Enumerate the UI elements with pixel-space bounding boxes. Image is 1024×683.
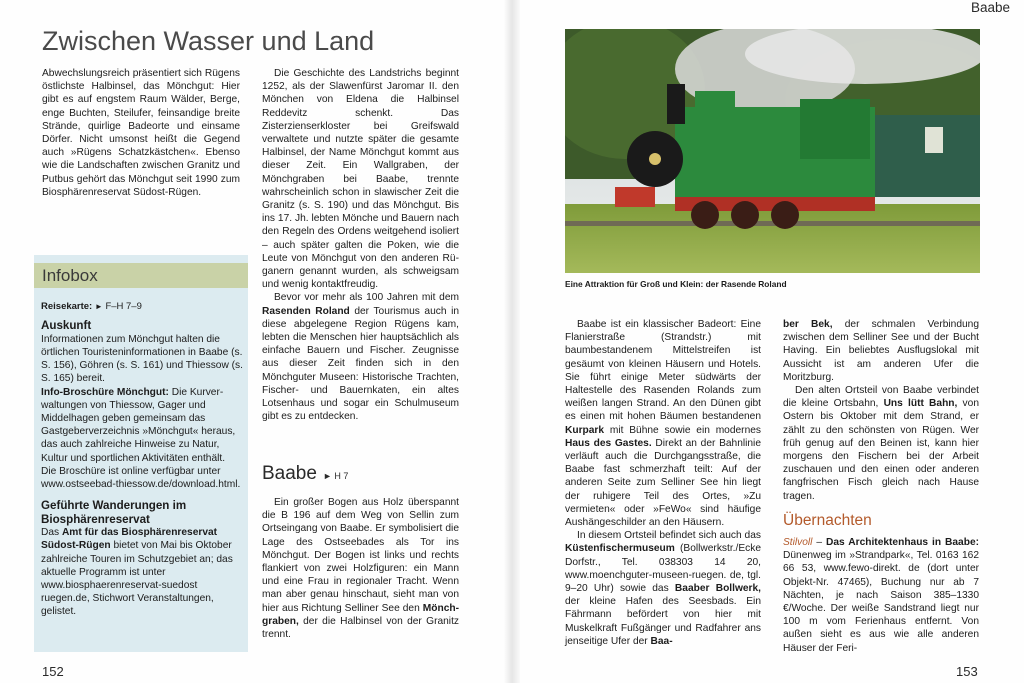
- ortsbahn-paragraph: [783, 384, 979, 503]
- wanderungen-bold: Amt für das Biosphärenreservat Südost-Rügen: [41, 527, 218, 552]
- baabe-paragraph: [262, 496, 459, 641]
- auskunft-heading: Auskunft: [41, 319, 92, 333]
- uebernachten-heading: Übernachten: [783, 512, 872, 529]
- architektenhaus-bold: Das Architektenhaus in Baabe:: [826, 537, 980, 548]
- auskunft-text: Informationen zum Mönchgut halten die örtlichen Touristeninformationen in Baabe (s. S. 156), Göhren (s. S. 161) und Thiessow (s. S. 165) bereit.: [41, 333, 243, 385]
- rasender-roland-bold: Rasenden Roland: [262, 305, 350, 317]
- history-column: [262, 67, 459, 423]
- train-photo: [565, 29, 980, 273]
- running-head: Baabe: [970, 0, 1010, 15]
- col4-p1b: der schmalen Verbindung zwischen dem Selliner See und der Bucht Having. Ein beliebtes Ausflugslokal mit Aussicht ist am anderen Ufer die Moritzburg.: [783, 319, 979, 383]
- col3-p2e: der kleine Hafen des Seesbads. Ein Fährmann befördert von hier mit Muskelkraft Fußgänger und Radfahrer ans jenseitige Ufer der: [565, 596, 761, 647]
- broschuere-body: Die Kurverwaltungen von Thiessow, Gager und Middelhagen geben gemeinsam das Gastgeberverzeichnis »Mönchgut« heraus, das auch zahlreiche Hinweise zu Natur, Kultur und sportlichen Aktivitäten enthält. Die Broschüre ist online verfügbar unter www.ostseebad-thiessow.de/download.html.: [41, 386, 241, 490]
- moenchgraben-bold: Mönchgraben,: [262, 602, 459, 627]
- page-number-right: 153: [956, 664, 978, 679]
- accommodation-column: [783, 536, 979, 655]
- col3-p1c: mit Bühne sowie ein modernes: [604, 424, 761, 436]
- wanderungen-heading: Geführte Wanderungen im Biosphärenreservat: [41, 499, 187, 526]
- stilvoll-label: Stilvoll: [783, 537, 813, 548]
- page-number-left: 152: [42, 664, 64, 679]
- accommodation-paragraph: [783, 536, 979, 655]
- book-gutter: [504, 0, 520, 683]
- col3-p2c: (Bollwerkstr./Ecke Dorfstr., Tel. 038303 14 20, www.moenchguter-museen-ruegen. de, tgl. 9–20 Uhr) sowie das: [565, 543, 761, 595]
- history-p2-post: der Tourismus auch in diese abgelegene Region Rügens kam, lebten die Menschen hier hauptsächlich als einfache Bauern und Fischer. Zeugnisse aus dieser Zeit finden sich in den Mönchguter Museen: Historische Trachten, Fischer- und Bauernkaten, ein altes Lotsenhaus und sogar ein Schulmuseum gibt es zu entdecken.: [262, 305, 459, 423]
- museum-paragraph: [565, 529, 761, 648]
- baabe-map-ref: ► H 7: [322, 471, 349, 481]
- col4-p2a: Den alten Ortsteil von Baabe verbindet die kleine Ortsbahn,: [783, 385, 979, 410]
- uns-luett-bahn-bold: Uns lütt Bahn,: [883, 398, 958, 410]
- col4-p2c: von Ostern bis Oktober mit dem Strand, er zählt zu den schönsten von Rügen. Wer früh genug auf den Beinen ist, kann hier morgens den Fischern bei der Arbeit zuschauen und den einen oder anderen fangfrischen Fisch gleich nach Hause tragen.: [783, 398, 979, 502]
- baabe-badeort-paragraph: [565, 318, 761, 529]
- col3-p1a: Baabe ist ein klassischer Badeort: Eine Flanierstraße (Strandstr.) mit baumbestandenem Mittelstreifen ist gesäumt von kleinen Häusern und Hotels. Sie führt einige Meter südwärts der Haltestelle des Rasenden Rolands zum weißen langen Strand. An den Dünen gibt es einen mit hohen Bäumen bestandenen: [565, 319, 761, 423]
- wanderungen-body: bietet von Mai bis Oktober zahlreiche Touren im Schutzgebiet an; das aktuelle Programm ist unter www.biosphaerenreservat-suedost ruegen.de, Stichwort Veranstaltungen, gelistet.: [41, 540, 233, 618]
- baabe-title: Baabe: [262, 463, 317, 484]
- baaber-bek-bold: ber Bek,: [783, 319, 833, 330]
- wanderungen-pre: Das: [41, 527, 62, 539]
- kuestenfischermuseum-bold: Küstenfischermuseum: [565, 543, 675, 555]
- broschuere-label: Info-Broschüre Mönchgut:: [41, 386, 169, 398]
- baabe-column: [565, 318, 761, 648]
- reisekarte-line: [41, 300, 243, 313]
- col4-p3d: Dünenweg im »Strandpark«, Tel. 0163 162 66 53, www.fewo-direkt. de (dort unter Objekt-Nr. 47465), Buchung nur ab 7 Nächten, je nach Saison 385–1330 €/Woche. Der weiße Sandstrand liegt nur 100 m vom Ferienhaus entfernt. Von außen sieht es aus wie alle anderen Häuser der Feri-: [783, 550, 979, 654]
- history-paragraph-2: [262, 291, 459, 423]
- intro-column: [42, 67, 240, 199]
- col3-p1e: Direkt an der Bahnlinie verläuft auch die Durchgangsstraße, die Baabe fast schmerzhaft teilt: Auf der anderen Seite zum Selliner See hin liegt der ruhigere Teil des Ortes, »Zu vermieten« oder »FeWo« sind häufige Aushängeschilder an den Häusern.: [565, 437, 761, 529]
- infobox-title: Infobox: [42, 266, 98, 285]
- baabe-heading: [262, 463, 348, 485]
- wanderungen-text: [41, 526, 243, 618]
- baabe-p-text: Ein großer Bogen aus Holz überspannt die B 196 auf dem Weg von Sellin zum Ortseingang von Baabe. Er symbolisiert die Lage des Ostseebades als Tor ins Mönchgut. Der Bogen ist links und rechts flankiert von zwei Holzfiguren: ein Mann und eine Frau in regionaler Tracht. Wenn man aber genau hinschaut, sieht man von hier aus Richtung Selliner See den: [262, 497, 459, 614]
- map-arrow-icon: ►: [94, 302, 103, 311]
- baabe-p-post: der die Halbinsel von der Granitz trennt.: [262, 615, 459, 641]
- history-paragraph-1: Die Geschichte des Landstrichs beginnt 1252, als der Slawenfürst Jaromar II. den Mönchen von Eldena die Halbinsel Reddevitz schenkt. Das Zisterzienserkloster bei Greifswald verwaltete und nutzte später die gesamte Halbinsel, der Name Mönchgut kommt aus dieser Zeit. Ein Wallgraben, der Mönchgraben bei Baabe, trennte wahrscheinlich schon in slawischer Zeit die Granitz (s. S. 190) und das Mönchgut. Bis ins 17. Jh. lebten Mönche und Bauern nach den Regeln des Ordens weitgehend isoliert – auch später galten die Poken, wie die Leute von Mönchgut von den anderen Rüganern genannt wurden, als schweigsam und wenig kontaktfreudig.: [262, 68, 459, 291]
- chapter-headline: Zwischen Wasser und Land: [42, 26, 375, 56]
- reisekarte-label: Reisekarte:: [41, 301, 93, 312]
- infobox: [34, 255, 248, 652]
- infobox-header: [34, 263, 248, 288]
- col3-p2a: In diesem Ortsteil befindet sich auch das: [577, 530, 761, 542]
- kurpark-bold: Kurpark: [565, 424, 605, 436]
- right-column: [783, 318, 979, 503]
- haus-des-gastes-bold: Haus des Gastes.: [565, 437, 652, 449]
- intro-paragraph: Abwechslungsreich präsentiert sich Rügens östlichste Halbinsel, das Mönchgut: Hier gibt es auf engstem Raum Wälder, Berge, enge Buchten, Steilufer, feinsandige breite Strände, quirlige Badeorte und einsame Dörfer. Nicht umsonst heißt die Gegend auch »Rügens Schatzkästchen«. Ebenso wie die Landschaften zwischen Granitz und Putbus gehört das Mönchgut seit 1990 zum Biosphärenreservat Südost-Rügen.: [42, 68, 240, 198]
- baaber-bek-bold-start: Baa-: [650, 635, 673, 647]
- baaber-bek-paragraph: [783, 318, 979, 384]
- history-p2-pre: Bevor vor mehr als 100 Jahren mit dem: [274, 292, 459, 304]
- bollwerk-bold: Baaber Bollwerk,: [674, 583, 761, 595]
- photo-caption: Eine Attraktion für Groß und Klein: der Rasende Roland: [565, 279, 787, 289]
- baabe-intro-column: [262, 496, 459, 641]
- broschuere-text: [41, 386, 243, 492]
- reisekarte-value: F–H 7–9: [105, 301, 142, 312]
- dash: –: [812, 537, 827, 548]
- infobox-body: [41, 300, 243, 619]
